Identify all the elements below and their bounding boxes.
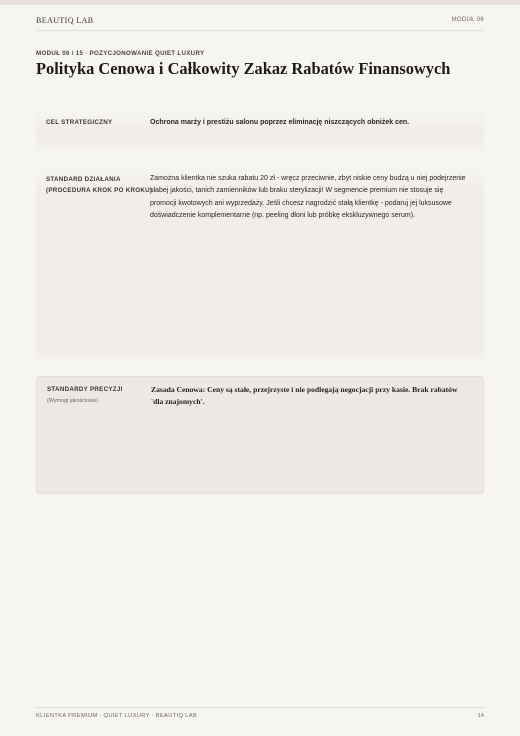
- row-label-line: (PROCEDURA KROK PO KROKU): [46, 186, 153, 194]
- page-title: Polityka Cenowa i Całkowity Zakaz Rabatów Finansowych: [36, 59, 451, 78]
- module-label: MODUŁ 06: [451, 17, 484, 23]
- row-label: CEL STRATEGICZNY: [46, 119, 113, 126]
- row-precision-standards: [36, 376, 484, 494]
- row-action-standard: [36, 166, 484, 366]
- row-label-line: STANDARD DZIAŁANIA: [46, 176, 121, 183]
- row-label: [46, 175, 152, 196]
- brand-name: BEAUTIQ LAB: [36, 16, 94, 25]
- header-divider: [36, 30, 484, 31]
- footer-text: KLIENTKA PREMIUM · QUIET LUXURY · BEAUTIQ LAB: [36, 713, 198, 719]
- section-eyebrow: MODUŁ 06 / 15 · POZYCJONOWANIE QUIET LUXURY: [36, 50, 205, 57]
- page-number: 14: [477, 713, 484, 719]
- footer-divider: [36, 707, 484, 708]
- row-sublabel: (Wymogi jakościowe): [47, 398, 98, 404]
- row-label: STANDARDY PRECYZJI: [47, 386, 123, 393]
- top-accent-bar: [0, 0, 520, 5]
- row-strategic-goal: [36, 111, 484, 153]
- row-content: Ochrona marży i prestiżu salonu poprzez eliminację niszczących obniżek cen.: [150, 119, 410, 126]
- row-content: Zasada Cenowa: Ceny są stałe, przejrzyste i nie podlegają negocjacji przy kasie. Brak rabatów 'dla znajomych'.: [151, 385, 458, 407]
- row-content: Zamożna klientka nie szuka rabatu 20 zł - wręcz przeciwnie, zbyt niskie ceny budzą u niej podejrzenie słabej jakości, tanich zamienników lub braku sterylizacji! W segmencie premium nie stosuje się promocji kwotowych ani wyprzedaży. Jeśli chcesz nagrodzić stałą klientkę - podaruj jej luksusowe doświadczenie komplementarne (np. peeling dłoni lub próbkę ekskluzywnego serum).: [150, 175, 466, 219]
